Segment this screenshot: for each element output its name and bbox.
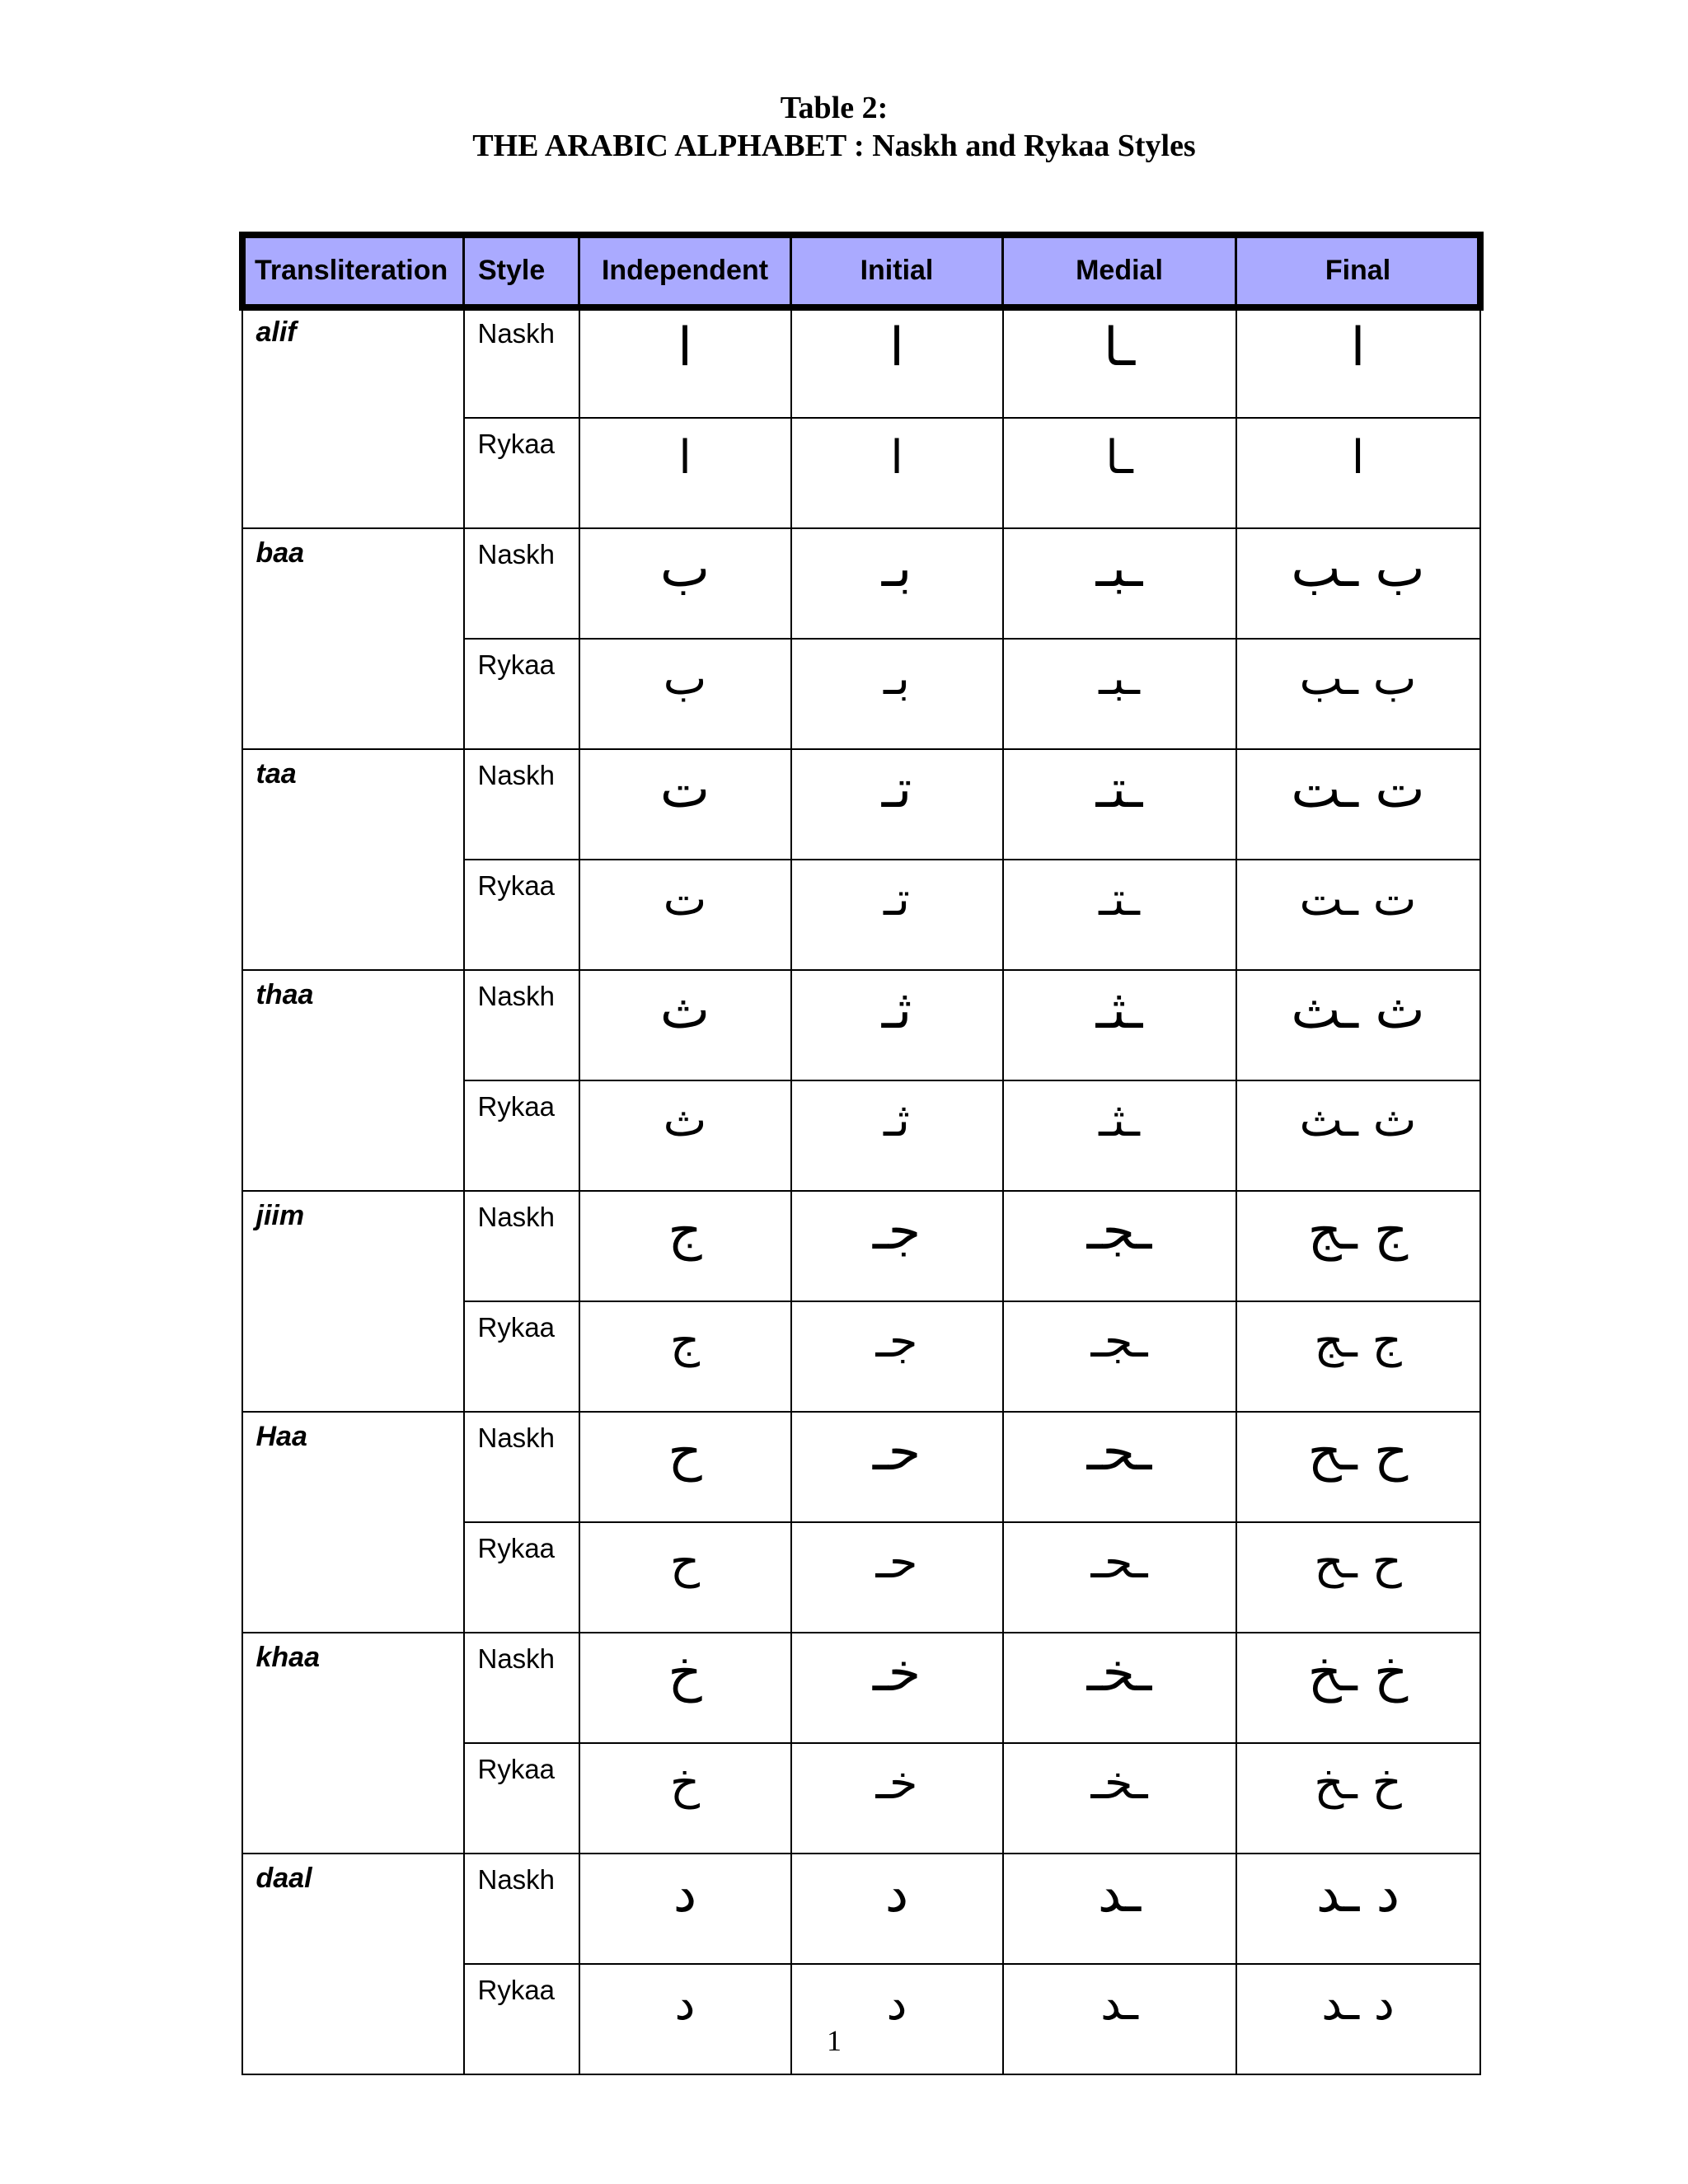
table-heading: THE ARABIC ALPHABET : Naskh and Rykaa Styles — [472, 129, 1196, 163]
final-glyph-cell: ا — [1236, 307, 1480, 419]
medial-glyph-cell: ـحـ — [1003, 1412, 1236, 1522]
style-cell: Rykaa — [464, 1964, 579, 2074]
style-cell: Rykaa — [464, 1743, 579, 1854]
table-row — [242, 1854, 1480, 1964]
final-glyph-cell: ا — [1236, 418, 1480, 528]
table-row — [242, 528, 1480, 639]
initial-glyph-cell: جـ — [791, 1301, 1003, 1412]
style-cell: Naskh — [464, 1633, 579, 1743]
initial-glyph-cell: بـ — [791, 639, 1003, 749]
header-transliteration: Transliteration — [242, 235, 464, 307]
initial-glyph-cell: خـ — [791, 1633, 1003, 1743]
independent-glyph-cell: ح — [579, 1412, 791, 1522]
medial-glyph-cell: ـخـ — [1003, 1633, 1236, 1743]
medial-glyph-cell: ـا — [1003, 307, 1236, 419]
medial-glyph-cell: ـثـ — [1003, 970, 1236, 1080]
transliteration-cell: jiim — [242, 1191, 464, 1412]
page-number: 1 — [827, 2024, 842, 2057]
medial-glyph-cell: ـحـ — [1003, 1522, 1236, 1633]
table-row — [242, 1412, 1480, 1522]
independent-glyph-cell: ت — [579, 749, 791, 860]
transliteration-cell: thaa — [242, 970, 464, 1191]
final-glyph-cell: ب ـب — [1236, 639, 1480, 749]
transliteration-cell: baa — [242, 528, 464, 749]
final-glyph-cell: د ـد — [1236, 1854, 1480, 1964]
initial-glyph-cell: حـ — [791, 1412, 1003, 1522]
initial-glyph-cell: ثـ — [791, 1080, 1003, 1191]
medial-glyph-cell: ـا — [1003, 418, 1236, 528]
final-glyph-cell: ح ـح — [1236, 1412, 1480, 1522]
final-glyph-cell: ت ـت — [1236, 749, 1480, 860]
style-cell: Rykaa — [464, 1080, 579, 1191]
header-medial: Medial — [1003, 235, 1236, 307]
independent-glyph-cell: ب — [579, 639, 791, 749]
independent-glyph-cell: خ — [579, 1743, 791, 1854]
table-header-row — [242, 235, 1480, 307]
independent-glyph-cell: ا — [579, 307, 791, 419]
independent-glyph-cell: ج — [579, 1301, 791, 1412]
medial-glyph-cell: ـخـ — [1003, 1743, 1236, 1854]
style-cell: Naskh — [464, 1412, 579, 1522]
transliteration-cell: daal — [242, 1854, 464, 2074]
final-glyph-cell: ح ـح — [1236, 1522, 1480, 1633]
independent-glyph-cell: ب — [579, 528, 791, 639]
style-cell: Naskh — [464, 970, 579, 1080]
final-glyph-cell: خ ـخ — [1236, 1743, 1480, 1854]
initial-glyph-cell: حـ — [791, 1522, 1003, 1633]
final-glyph-cell: ت ـت — [1236, 860, 1480, 970]
independent-glyph-cell: د — [579, 1964, 791, 2074]
table-row — [242, 1191, 1480, 1301]
final-glyph-cell: ث ـث — [1236, 970, 1480, 1080]
initial-glyph-cell: جـ — [791, 1191, 1003, 1301]
transliteration-cell: Haa — [242, 1412, 464, 1633]
header-initial: Initial — [791, 235, 1003, 307]
independent-glyph-cell: ح — [579, 1522, 791, 1633]
table-row — [242, 307, 1480, 419]
style-cell: Rykaa — [464, 1522, 579, 1633]
initial-glyph-cell: تـ — [791, 860, 1003, 970]
medial-glyph-cell: ـبـ — [1003, 528, 1236, 639]
initial-glyph-cell: تـ — [791, 749, 1003, 860]
independent-glyph-cell: ث — [579, 970, 791, 1080]
final-glyph-cell: د ـد — [1236, 1964, 1480, 2074]
final-glyph-cell: ب ـب — [1236, 528, 1480, 639]
table-row — [242, 970, 1480, 1080]
initial-glyph-cell: د — [791, 1964, 1003, 2074]
final-glyph-cell: ج ـج — [1236, 1191, 1480, 1301]
final-glyph-cell: ث ـث — [1236, 1080, 1480, 1191]
independent-glyph-cell: ث — [579, 1080, 791, 1191]
table-row — [242, 1633, 1480, 1743]
initial-glyph-cell: خـ — [791, 1743, 1003, 1854]
independent-glyph-cell: ج — [579, 1191, 791, 1301]
medial-glyph-cell: ـتـ — [1003, 749, 1236, 860]
medial-glyph-cell: ـد — [1003, 1854, 1236, 1964]
final-glyph-cell: ج ـج — [1236, 1301, 1480, 1412]
style-cell: Rykaa — [464, 418, 579, 528]
header-style: Style — [464, 235, 579, 307]
style-cell: Naskh — [464, 1191, 579, 1301]
medial-glyph-cell: ـد — [1003, 1964, 1236, 2074]
table-caption: Table 2: — [780, 91, 889, 125]
table-title — [0, 89, 1668, 165]
transliteration-cell: taa — [242, 749, 464, 970]
transliteration-cell: alif — [242, 307, 464, 529]
independent-glyph-cell: ت — [579, 860, 791, 970]
initial-glyph-cell: ا — [791, 307, 1003, 419]
final-glyph-cell: خ ـخ — [1236, 1633, 1480, 1743]
initial-glyph-cell: ثـ — [791, 970, 1003, 1080]
table-body — [242, 307, 1480, 2075]
table-row — [242, 749, 1480, 860]
medial-glyph-cell: ـجـ — [1003, 1301, 1236, 1412]
style-cell: Rykaa — [464, 860, 579, 970]
style-cell: Rykaa — [464, 1301, 579, 1412]
medial-glyph-cell: ـجـ — [1003, 1191, 1236, 1301]
initial-glyph-cell: بـ — [791, 528, 1003, 639]
medial-glyph-cell: ـثـ — [1003, 1080, 1236, 1191]
header-final: Final — [1236, 235, 1480, 307]
header-independent: Independent — [579, 235, 791, 307]
independent-glyph-cell: د — [579, 1854, 791, 1964]
style-cell: Naskh — [464, 1854, 579, 1964]
independent-glyph-cell: خ — [579, 1633, 791, 1743]
transliteration-cell: khaa — [242, 1633, 464, 1854]
style-cell: Naskh — [464, 528, 579, 639]
initial-glyph-cell: د — [791, 1854, 1003, 1964]
arabic-alphabet-table — [241, 233, 1481, 2075]
medial-glyph-cell: ـتـ — [1003, 860, 1236, 970]
medial-glyph-cell: ـبـ — [1003, 639, 1236, 749]
style-cell: Rykaa — [464, 639, 579, 749]
style-cell: Naskh — [464, 307, 579, 419]
independent-glyph-cell: ا — [579, 418, 791, 528]
initial-glyph-cell: ا — [791, 418, 1003, 528]
style-cell: Naskh — [464, 749, 579, 860]
